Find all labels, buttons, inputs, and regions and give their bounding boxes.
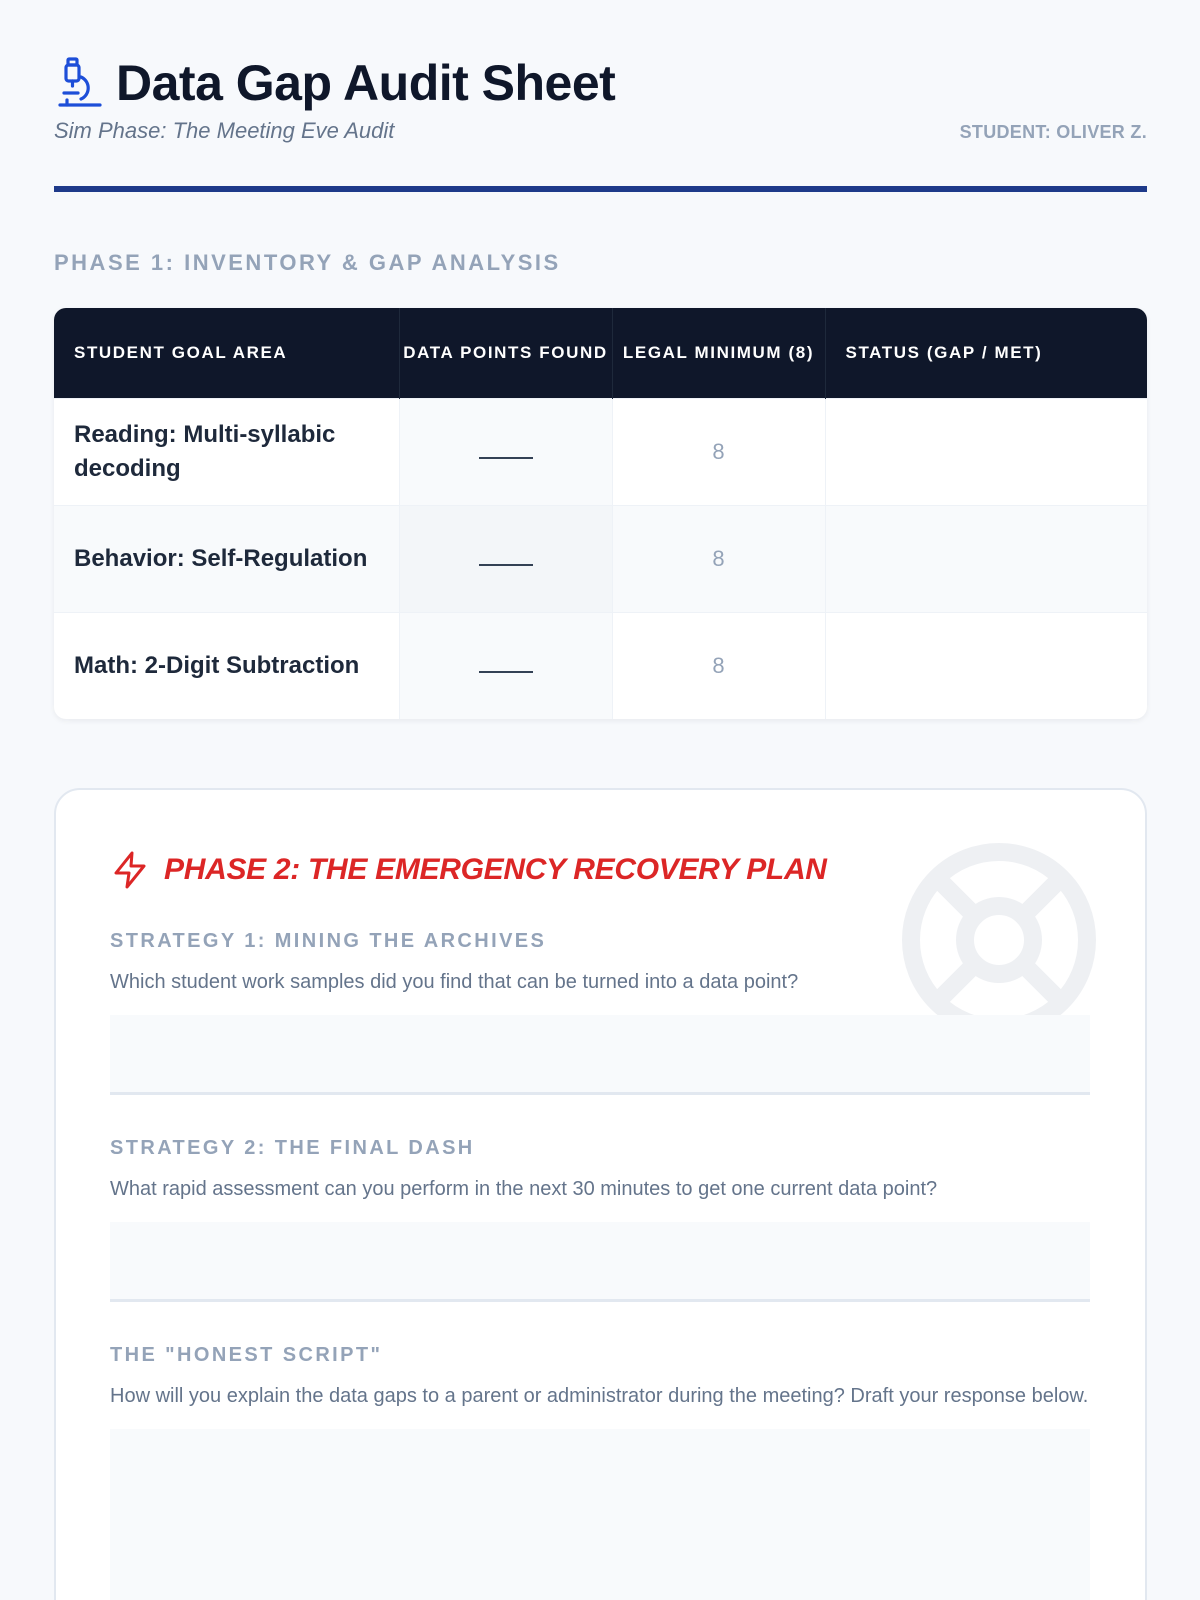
- strategy-question: How will you explain the data gaps to a parent or administrator during the meeting? Draft your response below.: [110, 1385, 1089, 1407]
- blank-line: [479, 671, 533, 673]
- goal-area-cell: Math: 2-Digit Subtraction: [54, 612, 399, 719]
- phase1-heading: PHASE 1: INVENTORY & GAP ANALYSIS: [54, 250, 561, 275]
- strategy-question: Which student work samples did you find that can be turned into a data point?: [110, 971, 799, 993]
- title-row: [54, 54, 615, 112]
- legal-minimum-cell: 8: [612, 505, 825, 612]
- recovery-plan-card: [54, 788, 1147, 1600]
- strategy-final-dash: [110, 1137, 1090, 1302]
- data-points-found-field[interactable]: [399, 398, 612, 505]
- col-legal-minimum: LEGAL MINIMUM (8): [612, 308, 825, 398]
- phase2-heading-row: [110, 850, 827, 890]
- strategy-label: STRATEGY 2: THE FINAL DASH: [110, 1137, 475, 1159]
- page-title: Data Gap Audit Sheet: [116, 55, 616, 111]
- header: [54, 0, 1147, 194]
- status-field[interactable]: [825, 612, 1147, 719]
- status-field[interactable]: [825, 505, 1147, 612]
- legal-minimum-cell: 8: [612, 612, 825, 719]
- col-goal-area: STUDENT GOAL AREA: [54, 308, 399, 398]
- gap-analysis-table: [54, 308, 1147, 719]
- student-name: STUDENT: OLIVER Z.: [959, 122, 1147, 142]
- legal-minimum-cell: 8: [612, 398, 825, 505]
- microscope-icon: [54, 55, 106, 111]
- status-field[interactable]: [825, 398, 1147, 505]
- strategy-label: THE "HONEST SCRIPT": [110, 1344, 383, 1366]
- strategy-question: What rapid assessment can you perform in the next 30 minutes to get one current data point?: [110, 1178, 938, 1200]
- strategy-honest-script: [110, 1344, 1090, 1600]
- blank-line: [479, 457, 533, 459]
- goal-area-cell: Reading: Multi-syllabic decoding: [54, 398, 399, 505]
- page-subtitle: Sim Phase: The Meeting Eve Audit: [54, 118, 395, 143]
- table-row: [54, 505, 1147, 612]
- lightning-bolt-icon: [110, 850, 150, 890]
- data-points-found-field[interactable]: [399, 612, 612, 719]
- strategy-mining-archives: [110, 930, 1090, 1095]
- table-row: [54, 398, 1147, 505]
- phase2-heading: PHASE 2: THE EMERGENCY RECOVERY PLAN: [164, 853, 827, 886]
- strategy-label: STRATEGY 1: MINING THE ARCHIVES: [110, 930, 547, 952]
- table-header-row: [54, 308, 1147, 398]
- col-data-points-found: DATA POINTS FOUND: [399, 308, 612, 398]
- table-row: [54, 612, 1147, 719]
- script-answer-field[interactable]: [110, 1429, 1090, 1600]
- strategy-answer-field[interactable]: [110, 1222, 1090, 1302]
- goal-area-cell: Behavior: Self-Regulation: [54, 505, 399, 612]
- col-status: STATUS (GAP / MET): [825, 308, 1147, 398]
- strategy-answer-field[interactable]: [110, 1015, 1090, 1095]
- data-points-found-field[interactable]: [399, 505, 612, 612]
- audit-sheet-page: [54, 0, 1147, 1407]
- header-divider: [54, 186, 1147, 192]
- blank-line: [479, 564, 533, 566]
